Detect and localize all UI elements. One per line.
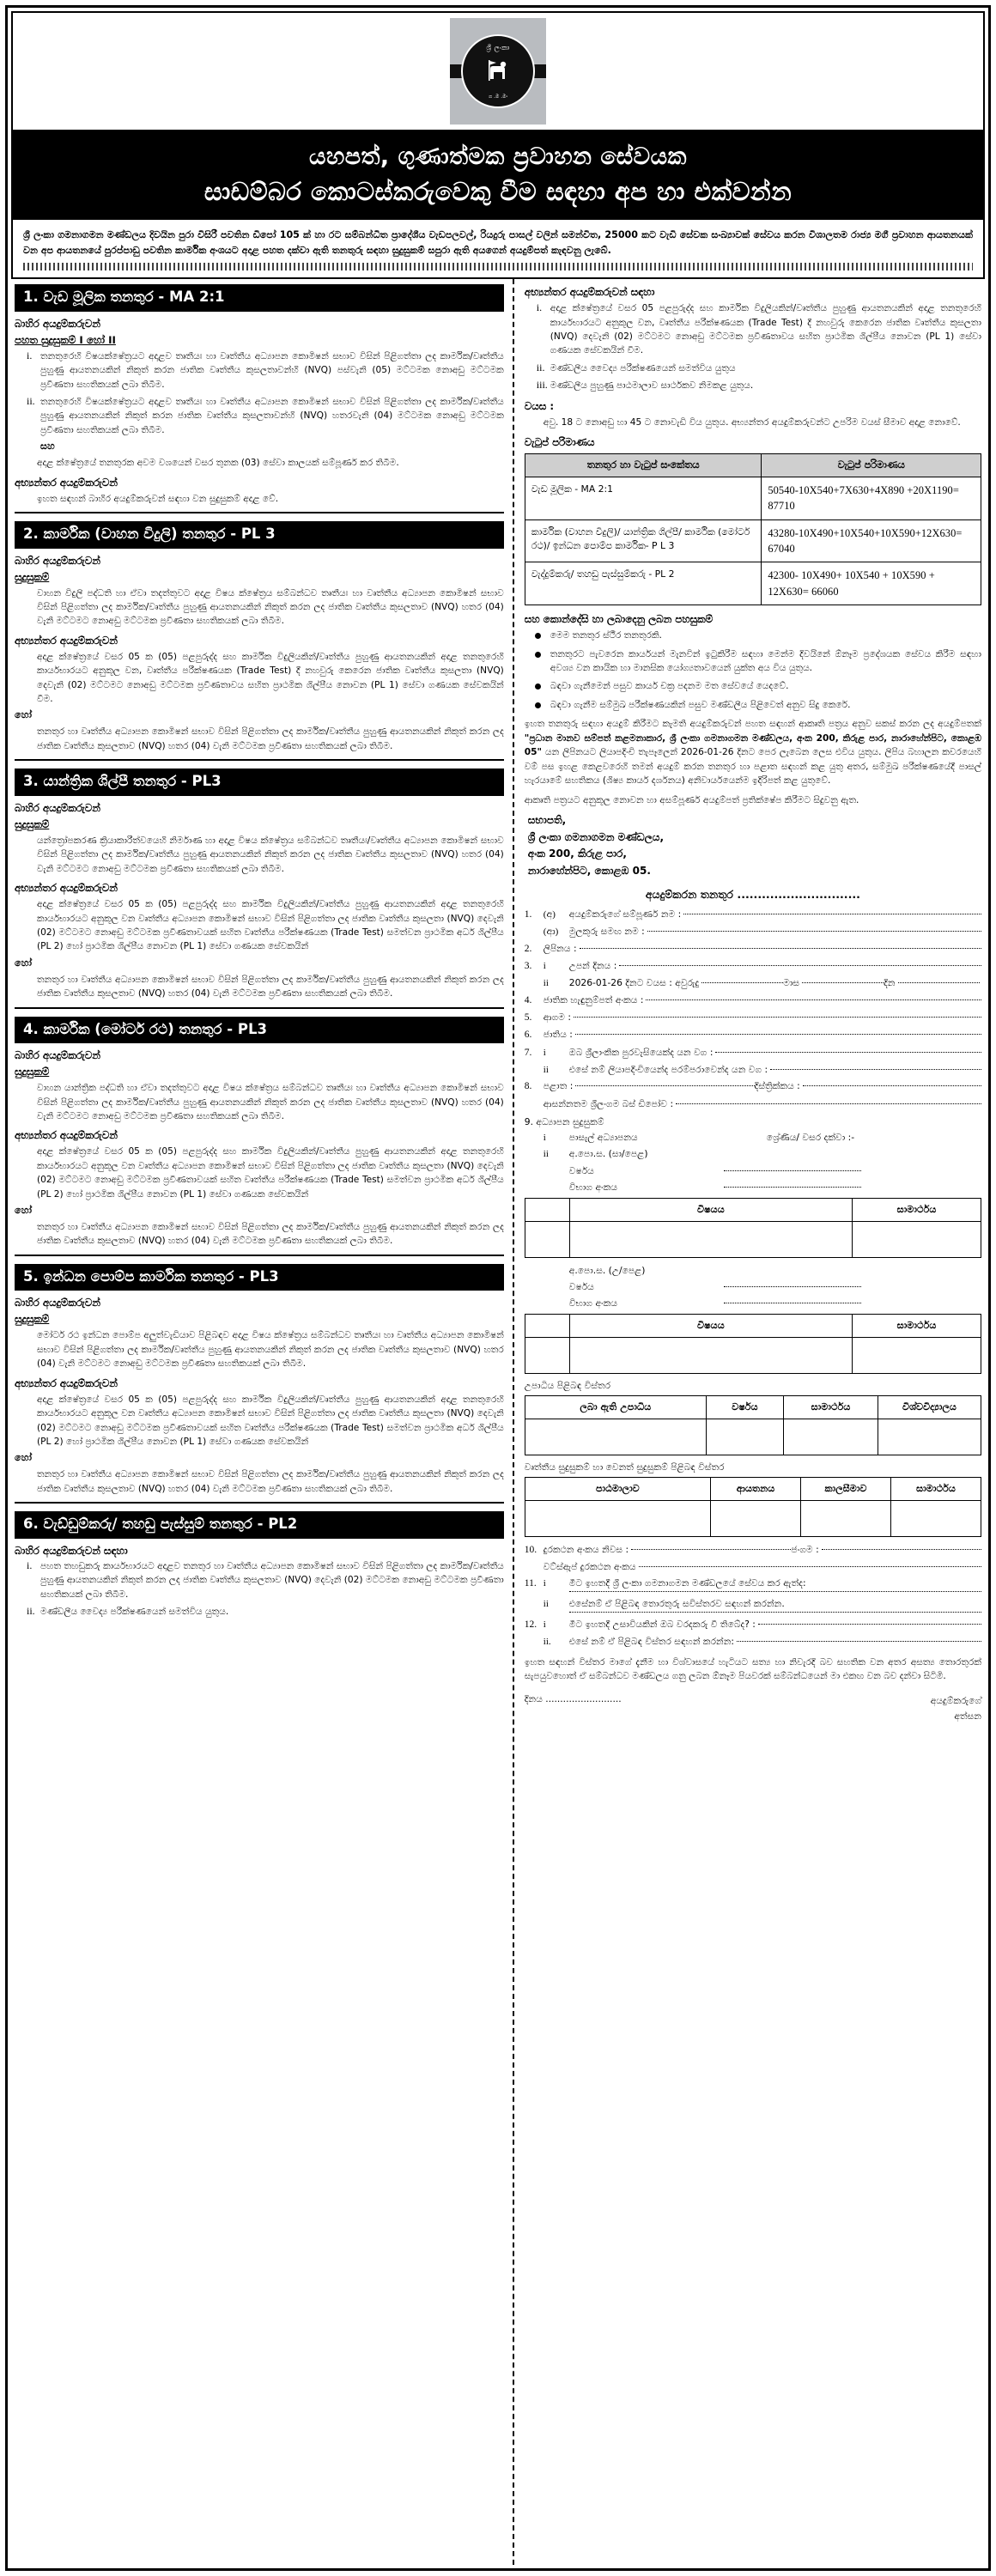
apply-text-1: ඉහත තනතුරු සඳහා අයදුම් කිරීමට කැමති අයදුම්කරුවන් පහත සඳහන් ආකෘති පත්‍රය අනුව සකස් කරන ලද අයදුම්පතක් (524, 719, 981, 730)
divider (15, 1255, 504, 1256)
initials-name-input[interactable] (647, 931, 981, 932)
voc-col-institute: ආයතනය (711, 1477, 801, 1500)
home-phone-input[interactable] (631, 1549, 791, 1550)
degree-cell-year[interactable] (707, 1419, 784, 1455)
citizenship-label: ඔබ ශ්‍රීලාංකික පුරවැසියෙක්ද යන වග : (568, 1046, 714, 1058)
degree-head: උපාධිය පිළිබඳ විස්තර (524, 1379, 611, 1391)
row-number: 6. (524, 1030, 532, 1041)
declaration-text: ඉහත සඳහන් විස්තර මාගේ දැනීම හා විශ්වාසයේ හැටියට සත්‍ය හා නිවැරදි බව සහතික වන අතර අසත්‍ය තොරතුරක් සැපයුවහොත් ඒ සම්බන්ධව මණ්ඩලය ගනු ලබන ඕනෑම පියවරක් සම්බන්ධයෙන් මා එකඟ වන බව දන්වා සිටිමි. (524, 1656, 981, 1681)
age-months-label: මාස (783, 977, 800, 989)
religion-label: ආගම : (543, 1012, 571, 1023)
signatory-addr-2: නාරාහේන්පිට, කොළඹ 05. (527, 864, 651, 877)
job-2-internal-text-1: අදාළ ක්ෂේත්‍රයේ වසර 05 ක (05) පළපුරුද්ද සහ කාර්මික විදුලියකින්/වෘත්තීය පුහුණු ආයතනයකින් අදාළ තනතුරෙහි කාර්යභාරයට අනුකූල වන, වෘත්තීය පරීක්ෂණයක (Trade Test) දී නහවුරු කෙරෙන ජාතික වෘත්තීය කුසලතා (NVQ) දෙවැනි (02) මට්ටමට නොඅඩු මට්ටමක ප්‍රවීණතාවය සහිත ප්‍රාථමික ශිල්පීය නොවන (PL 1) සේවා ගණයක සේවකයින් වීම. (37, 651, 504, 705)
province-label: පළාත : (543, 1080, 574, 1092)
internal-item-1: අදාළ ක්ෂේත්‍රයේ වසර 05 පළපුරුද්ද සහ කාර්මික විදුලියකින්/වෘත්තීය පුහුණු ආයතනයකින් අදාළ තනතුරෙහි කාර්යභාරයට අනුකූල වන, වෘත්තීය පරීක්ෂණයක (Trade Test) දී නහවුරු කෙරෙන ජාතික වෘත්තීය කුසලතා (NVQ) දෙවැනි (02) මට්ටමට නොඅඩු මට්ටමක ප්‍රවීණතාවය සහිත ප්‍රාථමික ශිල්පීය නොවන (PL 1) සේවා ගණයක සේවකයින් වීම. (550, 303, 981, 356)
apply-rejection-note: ආකෘති පත්‍රයට අනුකූල නොවන හා අසම්පූර්ණ අයදුම්පත් ප්‍රතික්ෂේප කිරීමට සිදුවනු ඇත. (524, 794, 859, 805)
degree-col-university: විශ්වවිද්‍යාලය (878, 1395, 981, 1419)
voc-cell-course[interactable] (525, 1500, 710, 1536)
form-row-ol (544, 1147, 981, 1162)
form-row-ethnicity (525, 1028, 981, 1042)
prev-service-details-label: එසේනම් ඒ පිළිබඳ තොරතුරු සවිස්තරව සඳහන් කරන්න. (568, 1598, 785, 1610)
list-item (15, 349, 504, 392)
conditions-list (531, 629, 981, 712)
al-col-blank (525, 1314, 569, 1337)
ol-col-blank (525, 1198, 569, 1221)
job-5-internal-head: අභ්‍යන්තර අයදුම්කරුවන් (15, 1376, 118, 1389)
job-5-qual-head: සුදුසුකම් (15, 1313, 50, 1326)
job-2-internal-head: අභ්‍යන්තර අයදුම්කරුවන් (15, 634, 118, 647)
ol-col-subject: විෂයය (569, 1198, 852, 1221)
condition-1: මෙම තනතුර ස්ථීර තනතුරකි. (531, 629, 981, 642)
divider (15, 1502, 504, 1504)
condition-4: බඳවා ගැනීම සම්මුඛ පරීක්ෂණයකින් පසුව මණ්ඩලීය පිළිවෙත් අනුව සිදු කෙරේ. (531, 698, 981, 712)
dob-label: උපන් දිනය : (568, 960, 617, 971)
job-1-internal-head: අභ්‍යන්තර අයදුම්කරුවන් (15, 476, 118, 489)
al-results-table (525, 1314, 981, 1374)
divider (15, 512, 504, 513)
applicant-signature-block (931, 1693, 981, 1722)
al-cell-blank[interactable] (525, 1337, 569, 1373)
conviction-details-label: එසේ නම් ඒ පිළිබඳ විස්තර සඳහන් කරන්න: (568, 1636, 735, 1648)
form-row-q11-i (525, 1577, 981, 1591)
ol-cell-blank[interactable] (525, 1221, 569, 1257)
job-5-or-word: හෝ (15, 1452, 33, 1464)
job-1-internal-text: ඉහත සඳහන් බාහිර අයදුම්කරුවන් සඳහා වන සුදුසුකම් අදාළ වේ. (37, 493, 279, 504)
roman-i: i. (536, 301, 543, 314)
form-row-name-initials (525, 925, 981, 939)
grade-year-label: ශ්‍රේණිය/ වසර දක්වා :- (766, 1131, 855, 1143)
roman-ii: ii. (27, 394, 35, 407)
table-row (525, 1221, 981, 1257)
date-field[interactable]: දිනය .......................... (524, 1693, 622, 1705)
salary-post-2: කාර්මික (වාහන විදුලි)/ යාන්ත්‍රික ශිල්පී/ කාර්මික (මෝටර් රථ)/ ඉන්ධන පොම්ප කාර්මික- P L 3 (525, 519, 762, 562)
content-columns (11, 279, 985, 2565)
vocational-head: වෘත්තීය සුදුසුකම් හා වෙනත් සුදුසුකම් පිළිබඳ විස්තර (524, 1461, 725, 1473)
degree-cell-university[interactable] (878, 1419, 981, 1455)
job-2-or-word: හෝ (15, 709, 33, 721)
nearest-depot-label: ආසන්නතම ශ්‍රීලංගම බස් ඩිපෝව : (543, 1097, 674, 1109)
voc-col-duration: කාලසීමාව (801, 1477, 891, 1500)
roman-iii: iii. (536, 379, 548, 392)
job-4-qual-text: වාහන යාන්ත්‍රික පද්ධති හා ඒවා තදත්තුවට අදාළ විෂය ක්ෂේත්‍රය සම්බන්ධව තෘතීයඃ හා වෘත්තීය අධ්‍යාපන කොමිෂන් සභාව විසින් පිළිගත්තා ලද කාර්මික/වෘත්තීය පුහුණු ආයතනයකින් නිකුත් කරන ලද ජාතික වෘත්තීය කුසලතාව (NVQ) හතර (04) වැනි මට්ටමට නොඅඩු මට්ටමක ප්‍රවීණතා සහතිකයක් ලබා තිබීම. (37, 1083, 504, 1121)
divider (15, 759, 504, 761)
roman-i: i (543, 1132, 546, 1143)
form-row-q11-ii-answer (569, 1614, 981, 1615)
degree-cell-grade[interactable] (784, 1419, 878, 1455)
al-col-subject: විෂයය (569, 1314, 852, 1337)
al-year-label: වර්ෂය (568, 1280, 594, 1292)
dob-input[interactable] (619, 965, 981, 966)
form-row-al-index (569, 1297, 981, 1310)
al-index-label: විභාග අංකය (568, 1297, 618, 1309)
al-cell-grade[interactable] (853, 1337, 981, 1373)
job-block-2 (15, 521, 504, 761)
job-1-qual-list (15, 349, 504, 437)
form-row-name-full (525, 908, 981, 922)
age-head: වයස : (524, 399, 555, 412)
table-header-row (525, 1477, 981, 1500)
job-4-internal-text-2: තනතුර හා වෘත්තීය අධ්‍යාපන කොමිෂන් සභාව විසින් පිළිගත්තා ලද කාර්මික/වෘත්තීය පුහුණු ආයතනයකින් නිකුත් කරන ලද ජාතික වෘත්තීය කුසලතාව (NVQ) හතර (04) වැනි මට්ටමක ප්‍රවීණතා සහතිකයක් ලබා තිබීම. (37, 1222, 504, 1247)
salary-post-3: වැද්දුම්කරු/ තහඩු පැස්සුම්කරු - PL 2 (525, 562, 762, 605)
form-row-religion (525, 1011, 981, 1025)
list-item (525, 361, 981, 375)
nic-input[interactable] (646, 999, 981, 1000)
address-input[interactable] (580, 948, 981, 949)
roman-ii: ii (543, 1149, 549, 1160)
emblem-bottom-text: ග .ම .මං (488, 94, 508, 100)
job-5-internal-text-1: අදාළ ක්ෂේත්‍රයේ වසර 05 ක (05) පළපුරුද්ද සහ කාර්මික විදුලියකින්/වෘත්තීය පුහුණු ආයතනයකින් අදාළ තනතුරෙහි කාර්යභාරයට අනුකූල වන වෘත්තීය අධ්‍යාපන කොමිෂන් සභාව විසින් පිළිගත්තා ලද ජාතික වෘත්තීය කුසලතා (NVQ) දෙවැනි (02) මට්ටමට නොඅඩු මට්ටමක ප්‍රවීණතාවයක් සහිත වෘත්තීය පරීක්ෂණයක (Trade Test) සමත්වන ප්‍රාථමික අර්ධ ශිල්පීය (PL 2) හෝ ප්‍රාථමික ශිල්පීය නොවන (PL 1) සේවා ගණයක සේවකයින් (37, 1394, 504, 1447)
roman-ii: ii. (543, 1637, 551, 1648)
conditions-head: සහ කොන්දේසි හා ලබාදෙනු ලබන පහසුකම් (524, 613, 714, 626)
job-1-item-1: තනතුරෙහි විෂයක්ෂේත්‍රයට අදාළව තෘතීයඃ හා වෘත්තීය අධ්‍යාපන කොමිෂන් සභාව විසින් පිළිගත්තා ලද කාර්මික/වෘත්තීය පුහුණු ආයතනයකින් නිකුත් කරන ජාතික වෘත්තීය කුසලතාවන්හි (NVQ) පස්වැනි (05) මට්ටමක නොඅඩු මට්ටමක ප්‍රවීණතා සහතිකයක් ලබා තිබීම. (40, 350, 504, 390)
salary-scale-3: 42300- 10X490+ 10X540 + 10X590 + 12X630= 66060 (762, 562, 981, 605)
form-row-depot (544, 1097, 981, 1111)
roman-i: i (543, 1578, 546, 1589)
salary-table (525, 453, 981, 605)
voc-cell-duration[interactable] (801, 1500, 891, 1536)
full-name-label: අයදුම්කරුගේ සම්පූර්ණ නම : (568, 908, 682, 920)
apply-instructions (525, 717, 981, 788)
table-row (525, 562, 981, 605)
home-phone-label: දුරකථන අංකය නිවස : (543, 1543, 629, 1555)
voc-cell-grade[interactable] (891, 1500, 981, 1536)
job-1-and-word: සහ (40, 440, 55, 453)
age-as-of-label: 2026-01-26 දිනට වයස : අවුරුදු (568, 977, 700, 989)
voc-col-course: පාඨමාලාව (525, 1477, 710, 1500)
job-3-qual-head: සුදුසුකම් (15, 817, 50, 830)
job-title-1: 1. වැඩ මූලික තනතුර - MA 2:1 (15, 284, 504, 312)
job-block-4 (15, 1017, 504, 1256)
form-row-dob (525, 959, 981, 974)
row-sub: i (543, 961, 546, 971)
signatory-addr-1: අංක 200, කිරුළ පාර, (527, 848, 627, 860)
prev-service-input[interactable] (569, 1591, 981, 1592)
job-title-6: 6. වැඩ්ඩුම්කරු/ තහඩු පැස්සුම් තනතුර - PL2 (15, 1511, 504, 1539)
form-row-ol-index (569, 1181, 981, 1194)
conviction-label: මීට ඉහතදී උසාවියකින් ඔබ වරදකරු වී තිබේද? : (568, 1618, 756, 1630)
row-number: 2. (524, 943, 532, 954)
list-item (15, 395, 504, 437)
prev-service-label: මීට ඉහතදී ශ්‍රී ලංකා ගමනාගමන මණ්ඩලයේ සේවය කර ඇත්ද: (568, 1577, 806, 1589)
education-head: 9. අධ්‍යාපන සුදුසුකම් (524, 1115, 604, 1127)
form-row-address (525, 942, 981, 957)
job-title-5: 5. ඉන්ධන පොම්ප කාර්මික තනතුර - PL3 (15, 1264, 504, 1291)
degree-col-grade: සාමාර්ථය (784, 1395, 878, 1419)
al-col-grade: සාමාර්ථය (853, 1314, 981, 1337)
form-row-citizen-type (525, 1063, 981, 1078)
table-header-row (525, 1198, 981, 1221)
nic-label: ජාතික හැඳුනුම්පත් අංකය : (543, 993, 644, 1005)
ol-label: අ.පො.ස. (සා/පෙළ) (568, 1148, 648, 1160)
job-6-external-head: බාහිර අයදුම්කරුවන් සඳහා (15, 1544, 128, 1557)
salary-head: වැටුප් පරිමාණය (524, 435, 595, 448)
job-4-qual-head: සුදුසුකම් (15, 1066, 50, 1078)
job-1-item-2: තනතුරෙහි විෂයක්ෂේත්‍රයට අදාළව තෘතීයඃ හා වෘත්තීය අධ්‍යාපන කොමිෂන් සභාව විසින් පිළිගත්තා ලද කාර්මික/වෘත්තීය පුහුණු ආයතනයකින් නිකුත් කරන ජාතික වෘත්තීය කුසලතාවන්හි (NVQ) හතරවැනි (04) මට්ටමක නොඅඩු මට්ටමක ප්‍රවීණතා සහතිකයක් ලබා තිබීම. (40, 396, 504, 435)
right-column (514, 279, 985, 2565)
address-label: ලිපිනය : (543, 942, 577, 954)
headline-line-2: සාඩම්බර කොටස්කරුවෙකු වීම සඳහා අප හා එක්වන්න (203, 177, 793, 207)
list-item (525, 301, 981, 358)
table-row (525, 1337, 981, 1373)
district-label: දිස්ත්‍රික්කය : (754, 1080, 800, 1092)
job-3-internal-head: අභ්‍යන්තර අයදුම්කරුවන් (15, 882, 118, 895)
logo-band (11, 11, 985, 131)
row-sub: (අ) (543, 909, 556, 920)
condition-2: තනතුරට පැවරෙන කාර්යයන් මැනවින් ඉටුකිරීම සඳහා මෙන්ම දිවයිනේ ඕනෑම ප්‍රදේශයක සේවය කිරීම සඳහා අවශ්‍ය වන කායික හා මානසික යෝග්‍යතාවයෙන් යුක්ත අය විය යුතුය. (531, 647, 981, 676)
emblem-top-text: ශ්‍රී ලංකා (486, 44, 510, 52)
ethnicity-label: ජාතිය : (543, 1029, 573, 1041)
voc-col-grade: සාමාර්ථය (891, 1477, 981, 1500)
job-1-qual-head: පහත සුදුසුකම් I හෝ II (15, 333, 116, 346)
row-number: 5. (524, 1012, 532, 1023)
citizenship-type-input[interactable] (770, 1069, 981, 1070)
internal-item-2: මණ්ඩලීය වෛද්‍ය පරීක්ෂණයෙන් සමත්විය යුතුය (550, 362, 736, 374)
row-number: 1. (524, 909, 532, 920)
job-block-6 (15, 1511, 504, 1619)
mobile-phone-label: ජංගම : (791, 1543, 819, 1555)
form-row-nic (525, 993, 981, 1008)
form-row-al-year (569, 1280, 981, 1294)
job-6-item-2: මණ්ඩලීය වෛද්‍ය පරීක්ෂණයෙන් සමත්විය යුතුය. (40, 1606, 229, 1617)
list-item (15, 1559, 504, 1601)
job-1-and-text: අදාළ ක්ෂේත්‍රයේ තනතුරක අවම වශයෙන් වසර තුනක (03) සේවා කාලයක් සම්පූර්ණ කර තිබීම. (37, 458, 399, 469)
internal-item-3: මණ්ඩලීය පුහුණු පාඨමාලාව සාර්ථකව නිමකළ යුතුය. (550, 380, 754, 392)
apply-address-bold: "ප්‍රධාන මානව සම්පත් කළමනාකාර, ශ්‍රී ලංකා ගමනාගමන මණ්ඩලය, අංක 200, කිරුළ පාර, නාරාහේන්පිට, කොළඹ 05" (524, 732, 981, 758)
internal-applicants-head: අභ්‍යන්තර අයදුම්කරුවන් සඳහා (524, 286, 655, 299)
al-label: අ.පො.ස. (උ/පෙළ) (568, 1264, 646, 1276)
headline-banner (11, 131, 985, 220)
age-text: අවු. 18 ට නොඅඩු හා 45 ට නොවැඩි විය යුතුය. අභ්‍යන්තර අයදුම්කරුවන්ට උපරිම වයස් සීමාව අදාළ නොවේ. (543, 416, 961, 428)
ol-index-label: විභාග අංකය (568, 1181, 618, 1193)
wave-divider (23, 263, 973, 270)
signature-block (528, 812, 981, 879)
voc-cell-institute[interactable] (711, 1500, 801, 1536)
table-header-row (525, 1314, 981, 1337)
table-header-row (525, 1395, 981, 1419)
roman-i: i (543, 1619, 546, 1630)
vocational-table (525, 1477, 981, 1537)
form-row-province (525, 1079, 981, 1094)
job-4-external-head: බාහිර අයදුම්කරුවන් (15, 1049, 100, 1062)
job-3-internal-text-1: අදාළ ක්ෂේත්‍රයේ වසර 05 ක (05) පළපුරුද්ද සහ කාර්මික විදුලියකින්/වෘත්තීය පුහුණු ආයතනයකින් අදාළ තනතුරෙහි කාර්යභාරයට අනුකූල වන වෘත්තීය අධ්‍යාපන කොමිෂන් සභාව විසින් පිළිගත්තා ලද ජාතික වෘත්තීය කුසලතා (NVQ) දෙවැනි (02) මට්ටමට නොඅඩු මට්ටමක ප්‍රවීණතාවයක් සහිත වෘත්තීය පරීක්ෂණයක (Trade Test) සමත්වන ප්‍රාථමික අර්ධ ශිල්පීය (PL 2) හෝ ප්‍රාථමික ශිල්පීය නොවන (PL 1) සේවා ගණයක සේවකයින් (37, 899, 504, 952)
job-2-external-head: බාහිර අයදුම්කරුවන් (15, 554, 100, 567)
form-row-q12-i (525, 1618, 981, 1632)
sltb-emblem-icon (461, 34, 535, 108)
ol-year-label: වර්ෂය (568, 1164, 594, 1176)
logo-box (450, 18, 546, 125)
form-row-age (525, 976, 981, 991)
roman-ii: ii. (27, 1604, 35, 1617)
job-title-4: 4. කාර්මික (මෝටර් රථ) තනතුර - PL3 (15, 1017, 504, 1044)
degree-col-name: ලබා ඇති උපාධිය (525, 1395, 706, 1419)
row-number: 8. (524, 1081, 532, 1092)
applicant-signature-label-1: අයදුම්කරුගේ (930, 1695, 981, 1707)
application-form-title: අයදුම්කරන තනතුර .............................. (645, 888, 860, 901)
row-number: 10. (524, 1544, 537, 1555)
intro-paragraph: ශ්‍රී ලංකා ගමනාගමන මණ්ඩලය දිවයින පුරා විසිරී පවතින ඩිපෝ 105 ක් හා රට සම්බන්ධිත ප්‍රාදේශීය වැඩපලවල්, රියදුරු පාසල් වලින් සමන්විත, 25000 කට වැඩි සේවක සංඛ්‍යාවක් සේවය කරන විශාලතම රාජ්‍ය මගී ප්‍රවාහන ආයතනයක් වන අප ආයතනයේ පුරප්පාඩු පවතින කාර්මික අංශයට අදාළ පහත දක්වා ඇති තනතුරු සඳහා සුදුසුකම් සපුරා ඇති අයගෙන් අයදුම්පත් කැඳවනු ලැබේ. (23, 229, 973, 257)
age-days-input[interactable] (898, 982, 980, 983)
ol-year-input[interactable] (724, 1170, 861, 1171)
age-months-input[interactable] (802, 982, 884, 983)
row-number: 11. (524, 1578, 537, 1589)
salary-col-scale: වැටුප් පරිමාණය (762, 453, 981, 477)
form-row-q11-ii (525, 1597, 981, 1612)
divider (15, 1007, 504, 1009)
condition-3: බඳවා ගැනීමෙන් පසුව කාර්ය චක්‍ර පදනම මත සේවයේ යෙදවේ. (531, 679, 981, 693)
internal-applicants-list (525, 301, 981, 392)
table-header-row (525, 453, 981, 477)
initials-name-label: මුලකුරු සමඟ නම : (568, 926, 645, 938)
table-row (525, 519, 981, 562)
form-row-whatsapp (544, 1560, 981, 1574)
al-cell-subject[interactable] (569, 1337, 852, 1373)
mobile-phone-input[interactable] (822, 1549, 981, 1550)
district-input[interactable] (803, 1085, 981, 1086)
conviction-details-input[interactable] (737, 1641, 981, 1642)
whatsapp-label: වට්ස්ඇප් දුරකථන අංකය (543, 1561, 636, 1573)
bull-icon (485, 57, 511, 86)
roman-ii: ii. (536, 361, 545, 374)
whatsapp-input[interactable] (639, 1566, 981, 1567)
row-sub: (ආ) (543, 927, 559, 938)
job-3-external-head: බාහිර අයදුම්කරුවන් (15, 801, 100, 814)
job-3-internal-text-2: තනතුර හා වෘත්තීය අධ්‍යාපන කොමිෂන් සභාව විසින් පිළිගත්තා ලද කාර්මික/වෘත්තීය පුහුණු ආයතනයකින් නිකුත් කරන ලද ජාතික වෘත්තීය කුසලතාව (NVQ) හතර (04) වැනි මට්ටමක ප්‍රවීණතා සහතිකයක් ලබා තිබීම. (37, 974, 504, 999)
job-4-internal-head: අභ්‍යන්තර අයදුම්කරුවන් (15, 1129, 118, 1142)
job-1-external-head: බාහිර අයදුම්කරුවන් (15, 317, 100, 330)
job-5-qual-text: මෝටර් රථ ඉන්ධන පොම්ප අලුත්වැඩියාව පිළිබඳව අදාළ විෂය ක්ෂේත්‍රය සම්බන්ධව තෘතීයඃ හා වෘත්තීය අධ්‍යාපන කොමිෂන් සභාව විසින් පිළිගත්තා ලද කාර්මික/වෘත්තීය පුහුණු ආයතනයකින් නිකුත් කරන ලද ජාතික වෘත්තීය කුසලතාව (NVQ) හතර (04) වැනි මට්ටමට නොඅඩු මට්ටමක ප්‍රවීණතා සහතිකයක් ලබා තිබීම. (37, 1330, 504, 1370)
signature-row (525, 1693, 981, 1722)
degree-table (525, 1395, 981, 1455)
ol-cell-grade[interactable] (853, 1221, 981, 1257)
job-5-internal-text-2: තනතුර හා වෘත්තීය අධ්‍යාපන කොමිෂන් සභාව විසින් පිළිගත්තා ලද කාර්මික/වෘත්තීය පුහුණු ආයතනයකින් නිකුත් කරන ලද ජාතික වෘත්තීය කුසලතාව (NVQ) හතර (04) වැනි මට්ටමක ප්‍රවීණතා සහතිකයක් ලබා තිබීම. (37, 1469, 504, 1494)
table-row (525, 1419, 981, 1455)
salary-scale-1: 50540-10X540+7X630+4X890 +20X1190= 87710 (762, 477, 981, 519)
job-title-2: 2. කාර්මික (වාහන විදුලි) තනතුර - PL 3 (15, 521, 504, 549)
form-row-citizen (525, 1046, 981, 1060)
job-3-or-word: හෝ (15, 957, 33, 969)
list-item (525, 379, 981, 392)
signatory-title: සභාපති, (527, 814, 567, 827)
form-row-ol-year (569, 1164, 981, 1178)
conviction-input[interactable] (758, 1624, 981, 1625)
table-row (525, 477, 981, 519)
row-sub: ii (543, 978, 549, 989)
form-row-q11-i-answer (569, 1594, 981, 1595)
signatory-org: ශ්‍රී ලංකා ගමනාගමන මණ්ඩලය, (527, 830, 664, 843)
list-item (15, 1605, 504, 1619)
citizenship-input[interactable] (715, 1052, 981, 1053)
ol-results-table (525, 1198, 981, 1258)
form-row-phone (525, 1543, 981, 1558)
ol-col-grade: සාමාර්ථය (853, 1198, 981, 1221)
applicant-signature-label-2: අත්සන (954, 1710, 981, 1722)
job-2-qual-head: සුදුසුකම් (15, 570, 50, 583)
salary-col-post: තනතුර හා වැටුප් සංකේතය (525, 453, 762, 477)
job-block-1 (15, 284, 504, 513)
job-6-item-1: පහත තහඩුකරු කාර්යභාරයට අදාළව තනතුර හා වෘත්තීය අධ්‍යාපන කොමිෂන් සභාව විසින් පිළිගත්තා ලද කාර්මික/වෘත්තීය පුහුණු ආයතනයකින් නිකුත් කරන ලද ජාතික වෘත්තීය කුසලතාව (NVQ) දෙවැනි (02) මට්ටමක නොඅඩු මට්ටමක ප්‍රවීණතා සහතිකයක් ලබා තිබීම. (40, 1560, 504, 1600)
intro-section (11, 220, 985, 279)
age-years-input[interactable] (701, 982, 783, 983)
form-row-q12-ii (525, 1635, 981, 1649)
degree-cell-name[interactable] (525, 1419, 706, 1455)
left-column (11, 279, 514, 2565)
ethnicity-input[interactable] (575, 1034, 981, 1035)
roman-i: i. (27, 1558, 33, 1571)
prev-service-details-input[interactable] (569, 1612, 981, 1613)
province-input[interactable] (575, 1085, 754, 1086)
row-number: 12. (524, 1619, 537, 1630)
ol-cell-subject[interactable] (569, 1221, 852, 1257)
job-4-or-word: හෝ (15, 1205, 33, 1217)
row-sub: i (543, 1047, 546, 1058)
page-frame (5, 5, 991, 2571)
roman-ii: ii (543, 1599, 549, 1610)
form-row-al (569, 1264, 981, 1278)
row-number: 7. (524, 1047, 532, 1058)
salary-post-1: වැඩ මූලික - MA 2:1 (525, 477, 762, 519)
job-block-3 (15, 769, 504, 1008)
al-year-input[interactable] (724, 1286, 861, 1287)
headline-line-1: යහපත්, ගුණාත්මක ප්‍රවාහන සේවයක (309, 143, 687, 170)
form-row-school-edu (544, 1131, 981, 1145)
school-education-label: පාසැල් අධ්‍යාපනය (568, 1131, 638, 1143)
salary-scale-2: 43280-10X490+10X540+10X590+12X630= 67040 (762, 519, 981, 562)
roman-i: i. (27, 349, 33, 361)
degree-col-year: වර්ෂය (707, 1395, 784, 1419)
job-5-external-head: බාහිර අයදුම්කරුවන් (15, 1297, 100, 1309)
job-title-3: 3. යාන්ත්‍රික ශිල්පී තනතුර - PL3 (15, 769, 504, 796)
apply-text-2: යන ලිපිනයට ලියාපදිංචි තැපෑලෙන් 2026-01-26 දිනට පෙර ලැබෙන ලෙස එවිය යුතුය. ලිපිය බහාලන කවරයෙහි වම් පස ඉහළ කෙළවරෙහි තමන් අයදුම් කරන තනතුර හා පළාත සඳහන් කළ යුතු අතර, සම්මුඛ පරීක්ෂණයේදී පාසල් හැරයාමේ සහතිකය (ශිෂ්‍ය කාර්ය දර්ශනය) අනිවාර්යයෙන්ම ඉදිරිපත් කළ යුතුවේ. (524, 747, 981, 787)
nearest-depot-input[interactable] (676, 1103, 981, 1104)
job-4-internal-text-1: අදාළ ක්ෂේත්‍රයේ වසර 05 ක (05) පළපුරුද්ද සහ කාර්මික විදුලියකින්/වෘත්තීය පුහුණු ආයතනයකින් අදාළ තනතුරෙහි කාර්යභාරයට අනුකූල වන වෘත්තීය අධ්‍යාපන කොමිෂන් සභාව විසින් පිළිගත්තා ලද ජාතික වෘත්තීය කුසලතා (NVQ) දෙවැනි (02) මට්ටමට නොඅඩු මට්ටමක ප්‍රවීණතාවයක් සහිත වෘත්තීය පරීක්ෂණයක (Trade Test) සමත්වන ප්‍රාථමික අර්ධ ශිල්පීය (PL 2) හෝ ප්‍රාථමික ශිල්පීය නොවන (PL 1) සේවා ගණයක සේවකයින් (37, 1146, 504, 1200)
ol-index-input[interactable] (724, 1187, 861, 1188)
job-block-5 (15, 1264, 504, 1504)
row-number: 4. (524, 994, 532, 1005)
job-3-qual-text: යන්ත්‍රෝපකරණ ක්‍රියාකාරීත්වයෙහි නිර්මාණ හා අදාළ විෂය ක්ෂේත්‍රය සම්බන්ධව තෘතීයඃ/වෘත්තීය අධ්‍යාපන කොමිෂන් සභාව විසින් පිළිගත්තා ලද කාර්මික/වෘත්තීය පුහුණු ආයතනයකින් නිකුත් කරන ලද ජාතික වෘත්තීය කුසලතාව (NVQ) හතර (04) වැනි මට්ටමට නොඅඩු මට්ටමක ප්‍රවීණතා සහතිකයක් ලබා තිබීම. (37, 835, 504, 874)
row-sub: ii (543, 1064, 549, 1075)
job-6-qual-list (15, 1559, 504, 1619)
table-row (525, 1500, 981, 1536)
job-2-qual-text: වාහන විදුලි පද්ධති හා ඒවා තදත්තුවට අදාළ විෂය ක්ෂේත්‍රය සම්බන්ධව තෘතීයඃ හා වෘත්තීය අධ්‍යාපන කොමිෂන් සභාව විසින් පිළිගත්තා ලද කාර්මික/වෘත්තීය පුහුණු ආයතනයකින් නිකුත් කරන ලද ජාතික වෘත්තීය කුසලතාව (NVQ) හතර (04) වැනි මට්ටමට නොඅඩු මට්ටමක ප්‍රවීණතා සහතිකයක් ලබා තිබීම. (37, 587, 504, 627)
job-2-internal-text-2: තනතුර හා වෘත්තීය අධ්‍යාපන කොමිෂන් සභාව විසින් පිළිගත්තා ලද කාර්මික/වෘත්තීය පුහුණු ආයතනයකින් නිකුත් කරන ලද ජාතික වෘත්තීය කුසලතාව (NVQ) හතර (04) වැනි මට්ටමක ප්‍රවීණතා සහතිකයක් ලබා තිබීම. (37, 726, 504, 751)
religion-input[interactable] (574, 1017, 981, 1018)
row-number: 3. (524, 961, 532, 971)
age-days-label: දින (884, 977, 896, 989)
citizenship-type-label: එසේ නම් ලියාපදිංචියෙන්ද පරම්පරාවෙන්ද යන වග : (568, 1063, 768, 1075)
